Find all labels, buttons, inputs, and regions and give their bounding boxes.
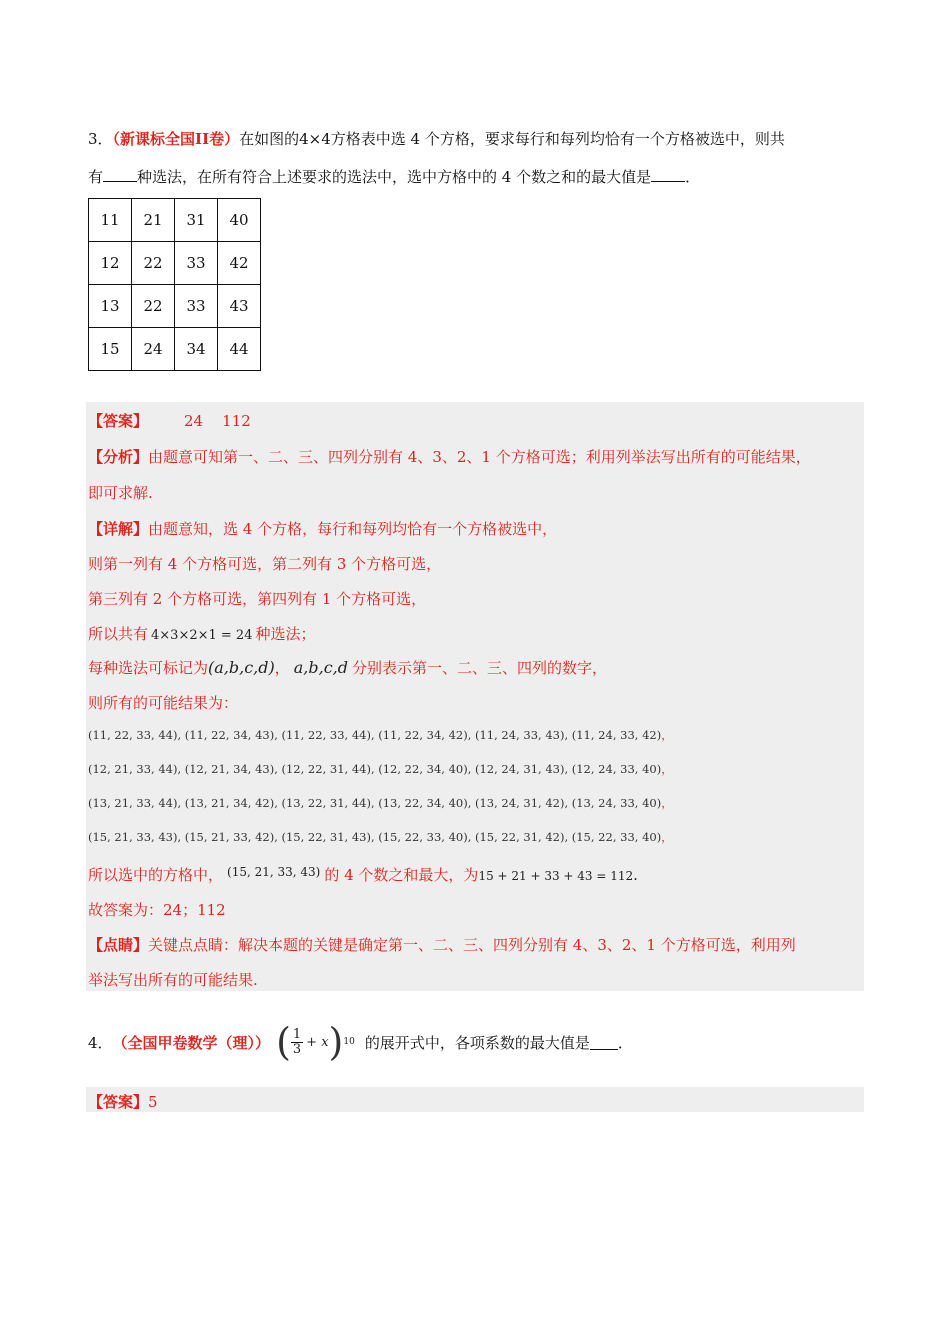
q3-number: 3． (88, 130, 113, 148)
comment-text-1: 关键点点睛：解决本题的关键是确定第一、二、三、四列分别有 4、3、2、1 个方格可选，利用列 (148, 936, 796, 954)
q4-source: （全国甲卷数学（理）） (112, 1033, 271, 1052)
answer-4-shade (86, 1087, 864, 1112)
combo-line (88, 795, 673, 811)
a3-detail-line-2: 则第一列有 4 个方格可选，第二列有 3 个方格可选， (88, 555, 442, 573)
combo-row-4: (15, 21, 33, 43), (15, 21, 33, 42), (15, 22, 31, 43), (15, 22, 33, 40), (15, 22, 31, 42), (15, 22, 33, 40) (88, 830, 662, 844)
q4-line (88, 1012, 633, 1072)
q3-line-2 (88, 166, 700, 187)
combo-sep: ， (661, 728, 673, 742)
combo-line (88, 761, 673, 777)
frac-numerator: 1 (292, 1026, 302, 1042)
detail-math-tuple: (a,b,c,d) (208, 658, 275, 677)
detail-math-vars: a,b,c,d (293, 658, 349, 677)
combo-sep: ， (661, 796, 673, 810)
combo-row-1: (11, 22, 33, 44), (11, 22, 34, 43), (11, 22, 33, 44), (11, 22, 34, 42), (11, 24, 33, 43), (11, 24, 33, 42) (88, 728, 662, 742)
detail-math-product: 4×3×2×1 = 24 (151, 628, 253, 643)
a3-detail-line-5 (88, 657, 607, 678)
a3-answer-line (88, 410, 251, 431)
left-paren: ( (276, 1020, 291, 1064)
answer-label: 【答案】 (88, 412, 149, 430)
grid-cell: 13 (89, 285, 132, 328)
combo-line (88, 829, 673, 845)
grid-row (89, 242, 261, 285)
detail-label: 【详解】 (88, 520, 149, 538)
a4-answer-line (88, 1091, 158, 1112)
detail-text-1: 由题意知，选 4 个方格，每行和每列均恰有一个方格被选中， (148, 520, 558, 538)
analysis-text-1: 由题意可知第一、二、三、四列分别有 4、3、2、1 个方格可选；利用列举法写出所有的可能结果， (148, 448, 811, 466)
grid-cell: 33 (175, 285, 218, 328)
q3-blank-1 (103, 167, 137, 182)
a3-comment-line-1 (88, 934, 796, 955)
grid-row (89, 285, 261, 328)
a3-comment-line-2: 举法写出所有的可能结果. (88, 971, 258, 989)
grid-cell: 21 (132, 199, 175, 242)
grid-cell: 22 (132, 285, 175, 328)
a3-detail-line-3: 第三列有 2 个方格可选，第四列有 1 个方格可选， (88, 590, 427, 608)
comment-label: 【点睛】 (88, 936, 149, 954)
grid-cell: 22 (132, 242, 175, 285)
q4-number: 4． (88, 1033, 113, 1052)
a3-detail-line-7 (88, 864, 638, 885)
grid-row (89, 199, 261, 242)
grid-cell: 12 (89, 242, 132, 285)
answer-values: 24 112 (184, 412, 251, 430)
grid-cell: 31 (175, 199, 218, 242)
a3-detail-line-6: 则所有的可能结果为： (88, 694, 239, 712)
answer-4-label: 【答案】 (88, 1093, 149, 1111)
combo-sep: ， (661, 830, 673, 844)
q4-end: ． (617, 1033, 633, 1052)
combo-sep: ， (661, 762, 673, 776)
q3-text-1: 在如图的4×4方格表中选 4 个方格，要求每行和每列均恰有一个方格被选中，则共 (239, 130, 785, 148)
detail-text-7a: 所以选中的方格中， (88, 866, 224, 884)
q4-blank (590, 1035, 618, 1050)
detail-math-sum: 15 + 21 + 33 + 43 = 112 (478, 869, 634, 883)
grid-cell: 40 (218, 199, 261, 242)
q4-text: 的展开式中，各项系数的最大值是 (364, 1033, 590, 1052)
detail-text-4b: 种选法； (255, 625, 316, 643)
detail-text-7b: 的 4 个数之和最大，为 (324, 866, 479, 884)
combo-line (88, 727, 673, 743)
grid-cell: 34 (175, 328, 218, 371)
exponent: 10 (343, 1037, 355, 1047)
number-grid-table (88, 198, 261, 371)
q3-text-2a: 有 (88, 168, 104, 186)
a3-detail-line-1 (88, 518, 557, 539)
detail-math-best-tuple: (15, 21, 33, 43) (227, 865, 321, 879)
detail-text-7c: . (633, 866, 638, 884)
detail-text-5a: 每种选法可标记为 (88, 659, 209, 677)
grid-cell: 33 (175, 242, 218, 285)
grid-row (89, 328, 261, 371)
grid-cell: 24 (132, 328, 175, 371)
q3-text-2c: ． (685, 168, 701, 186)
right-paren: ) (328, 1020, 344, 1064)
q3-line-1 (88, 128, 785, 149)
answer-4-value: 5 (148, 1093, 158, 1111)
detail-text-5c: 分别表示第一、二、三、四列的数字， (352, 659, 608, 677)
a3-analysis-line-2: 即可求解. (88, 484, 153, 502)
a3-final-answer: 故答案为：24；112 (88, 901, 226, 919)
q3-blank-2 (651, 167, 685, 182)
fraction (291, 1028, 303, 1057)
frac-denominator: 3 (292, 1041, 302, 1057)
combo-row-2: (12, 21, 33, 44), (12, 21, 34, 43), (12, 22, 31, 44), (12, 22, 34, 40), (12, 24, 31, 43), (12, 24, 33, 40) (88, 762, 662, 776)
q3-source: （新课标全国II卷） (112, 130, 240, 148)
a3-analysis-line-1 (88, 446, 811, 467)
grid-cell: 11 (89, 199, 132, 242)
analysis-label: 【分析】 (88, 448, 149, 466)
grid-cell: 44 (218, 328, 261, 371)
q3-text-2b: 种选法，在所有符合上述要求的选法中，选中方格中的 4 个数之和的最大值是 (137, 168, 652, 186)
grid-cell: 42 (218, 242, 261, 285)
a3-detail-line-4 (88, 623, 316, 644)
grid-cell: 15 (89, 328, 132, 371)
q4-expression (276, 1020, 355, 1064)
combo-row-3: (13, 21, 33, 44), (13, 21, 34, 42), (13, 22, 31, 44), (13, 22, 34, 40), (13, 24, 31, 42), (13, 24, 33, 40) (88, 796, 662, 810)
plus-x: + x (306, 1034, 329, 1050)
detail-text-4a: 所以共有 (88, 625, 149, 643)
detail-text-5b: ， (274, 659, 290, 677)
grid-cell: 43 (218, 285, 261, 328)
